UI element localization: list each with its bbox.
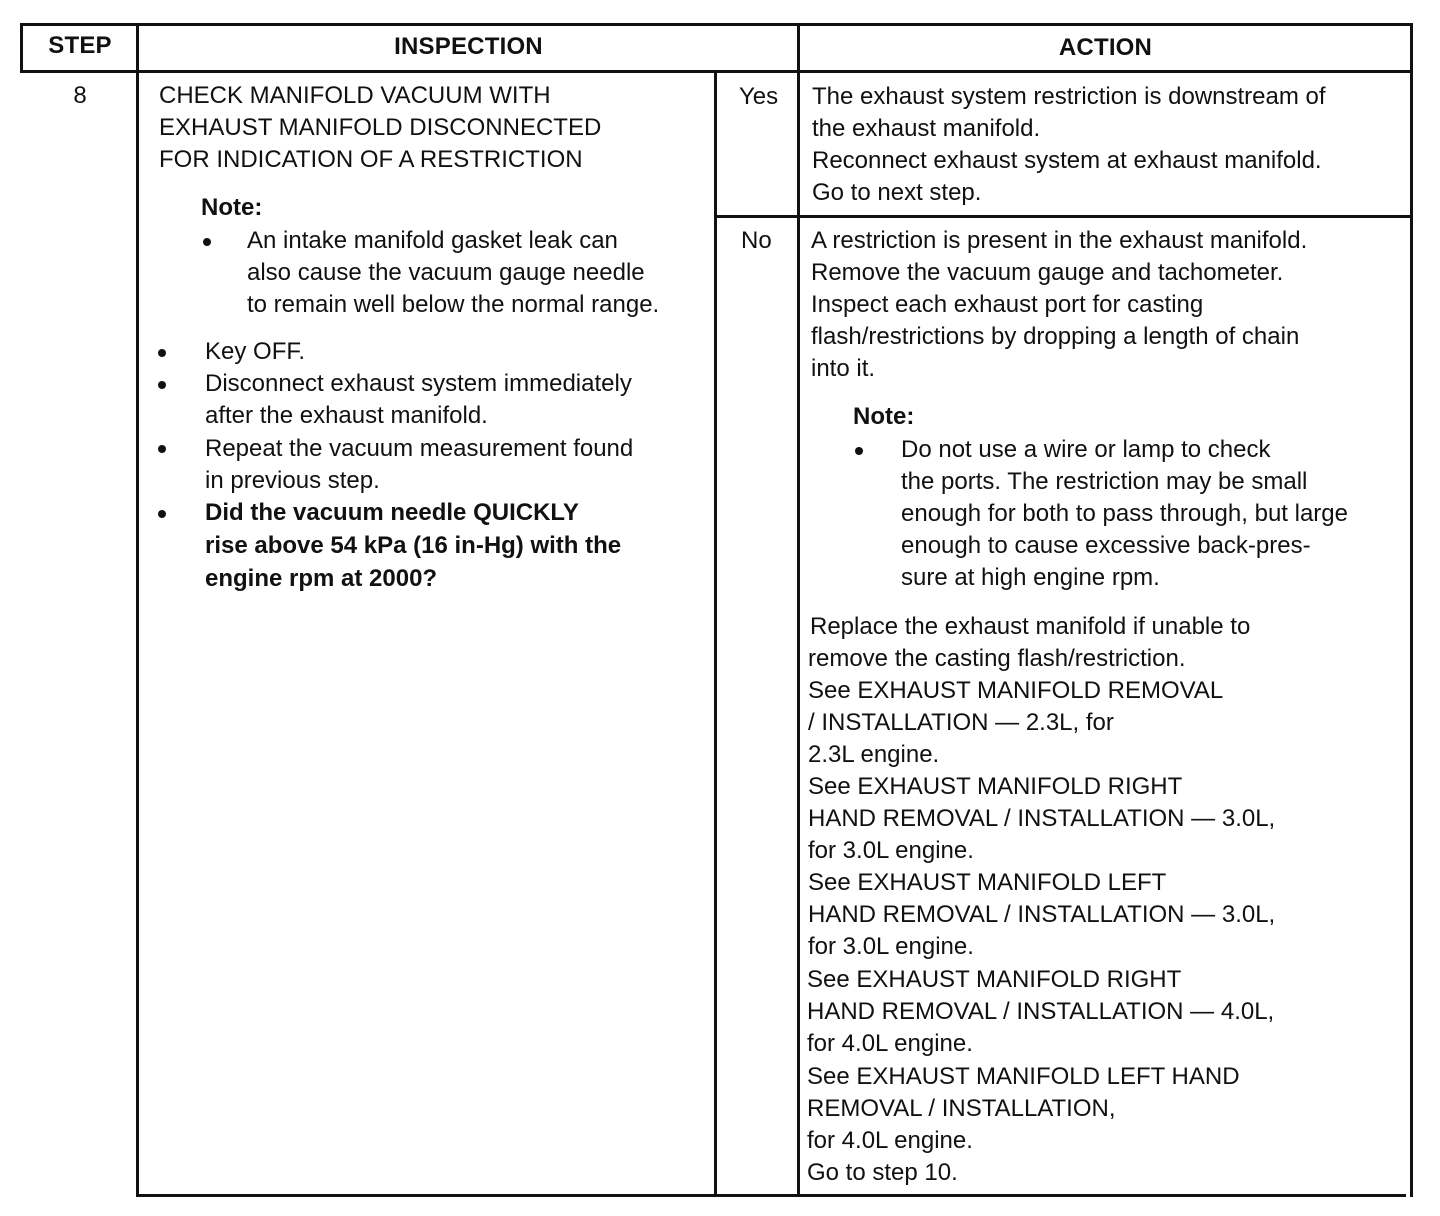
inspection-note-line-3: to remain well below the normal range. [247, 291, 660, 318]
yes-action-line-2: the exhaust manifold. [812, 115, 1041, 142]
table-left-border [20, 23, 23, 71]
no-action-tail-line-17: for 4.0L engine. [807, 1127, 973, 1154]
inspection-bullet-1 [158, 349, 166, 357]
inspection-bullet-2-line-1: Disconnect exhaust system immediately [205, 370, 632, 397]
inspection-bullet-2 [158, 381, 166, 389]
no-action-tail-line-1: Replace the exhaust manifold if unable to [810, 613, 1251, 640]
no-action-tail-line-15: See EXHAUST MANIFOLD LEFT HAND [807, 1063, 1240, 1090]
no-action-note-label: Note: [853, 403, 915, 430]
no-action-tail-line-3: See EXHAUST MANIFOLD REMOVAL [808, 677, 1224, 704]
no-label: No [741, 227, 772, 254]
inspection-bullet-4 [158, 510, 166, 518]
no-action-intro-line-4: flash/restrictions by dropping a length of chain [811, 323, 1300, 350]
yes-label: Yes [739, 83, 779, 110]
no-action-intro-line-2: Remove the vacuum gauge and tachometer. [811, 259, 1284, 286]
inspection-bullet-3-line-2: in previous step. [205, 467, 380, 494]
no-action-tail-line-2: remove the casting flash/restriction. [808, 645, 1186, 672]
inspection-heading-line-3: FOR INDICATION OF A RESTRICTION [159, 146, 583, 173]
no-action-note-line-4: enough to cause excessive back-pres- [901, 532, 1311, 559]
inspection-bullet-2-line-2: after the exhaust manifold. [205, 402, 488, 429]
inspection-heading-line-2: EXHAUST MANIFOLD DISCONNECTED [159, 114, 602, 141]
no-action-tail-line-13: HAND REMOVAL / INSTALLATION — 4.0L, [807, 998, 1275, 1025]
header-inspection: INSPECTION [394, 33, 543, 60]
inspection-note-line-2: also cause the vacuum gauge needle [247, 259, 645, 286]
no-action-tail-line-5: 2.3L engine. [808, 741, 940, 768]
no-action-tail-line-9: See EXHAUST MANIFOLD LEFT [808, 869, 1167, 896]
step-column-left-border-lower [136, 23, 139, 1197]
no-action-note-line-5: sure at high engine rpm. [901, 564, 1160, 591]
no-action-tail-line-14: for 4.0L engine. [807, 1030, 973, 1057]
no-action-tail-line-8: for 3.0L engine. [808, 837, 974, 864]
header-step: STEP [48, 32, 112, 59]
no-action-tail-line-16: REMOVAL / INSTALLATION, [807, 1095, 1116, 1122]
no-action-tail-line-11: for 3.0L engine. [808, 933, 974, 960]
no-action-intro-line-1: A restriction is present in the exhaust manifold. [811, 227, 1308, 254]
inspection-note-bullet [203, 238, 211, 246]
yes-action-line-3: Reconnect exhaust system at exhaust manifold. [812, 147, 1322, 174]
no-action-intro-line-3: Inspect each exhaust port for casting [811, 291, 1204, 318]
no-action-note-bullet [855, 447, 863, 455]
no-action-note-line-1: Do not use a wire or lamp to check [901, 436, 1271, 463]
inspection-note-label: Note: [201, 194, 263, 221]
no-action-tail-line-7: HAND REMOVAL / INSTALLATION — 3.0L, [808, 805, 1276, 832]
inspection-question-line-2: rise above 54 kPa (16 in-Hg) with the [205, 532, 622, 559]
inspection-action-divider [797, 23, 800, 1197]
inspection-note-line-1: An intake manifold gasket leak can [247, 227, 618, 254]
inspection-question-line-3: engine rpm at 2000? [205, 565, 438, 592]
no-action-tail-line-4: / INSTALLATION — 2.3L, for [808, 709, 1114, 736]
inspection-bullet-1-text: Key OFF. [205, 338, 306, 365]
table-bottom-border [138, 1194, 1406, 1197]
yes-no-row-separator [716, 215, 1413, 218]
yes-no-divider [714, 71, 717, 1197]
table-right-border [1410, 23, 1413, 1197]
header-action: ACTION [1058, 34, 1153, 61]
no-action-tail-line-12: See EXHAUST MANIFOLD RIGHT [807, 966, 1182, 993]
inspection-heading-line-1: CHECK MANIFOLD VACUUM WITH [159, 82, 551, 109]
no-action-tail-line-10: HAND REMOVAL / INSTALLATION — 3.0L, [808, 901, 1276, 928]
no-action-tail-line-18: Go to step 10. [807, 1159, 958, 1186]
no-action-note-line-3: enough for both to pass through, but large [901, 500, 1348, 527]
inspection-bullet-3 [158, 445, 166, 453]
yes-action-line-1: The exhaust system restriction is downstream of [812, 83, 1326, 110]
table-top-border [20, 23, 1413, 26]
step-number: 8 [73, 82, 87, 109]
no-action-note-line-2: the ports. The restriction may be small [901, 468, 1308, 495]
yes-action-line-4: Go to next step. [812, 179, 982, 206]
no-action-tail-line-6: See EXHAUST MANIFOLD RIGHT [808, 773, 1183, 800]
header-separator [20, 70, 1413, 73]
no-action-intro-line-5: into it. [811, 355, 876, 382]
inspection-bullet-3-line-1: Repeat the vacuum measurement found [205, 435, 634, 462]
inspection-question-line-1: Did the vacuum needle QUICKLY [205, 499, 579, 526]
